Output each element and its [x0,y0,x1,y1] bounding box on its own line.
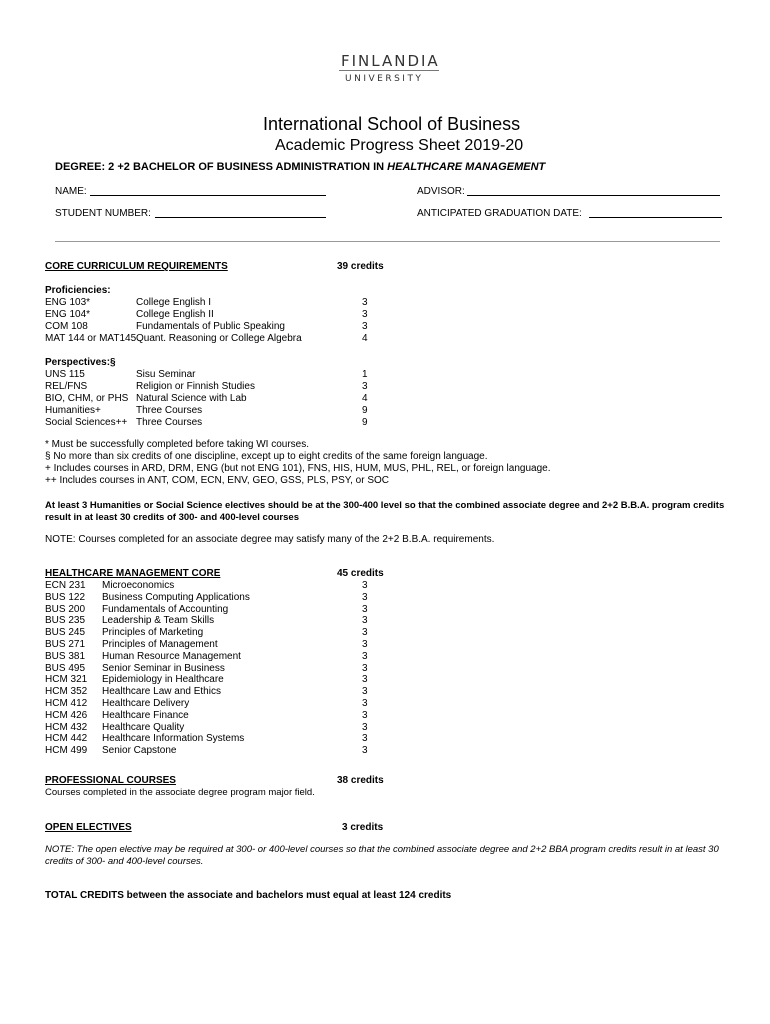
core-footnote: ++ Includes courses in ANT, COM, ECN, ENV, GEO, GSS, PLS, PSY, or SOC [45,475,390,486]
hcm-course-credits: 3 [362,639,368,650]
hcm-course-code: HCM 412 [45,698,88,709]
hcm-heading-row [45,568,383,580]
professional-credits: 38 credits [337,775,384,786]
perspective-course-credits: 1 [362,369,368,380]
hcm-course-title: Healthcare Quality [102,721,185,733]
advisor-label: ADVISOR: [417,186,465,197]
proficiency-course-credits: 3 [362,321,368,332]
advisor-blank-line[interactable] [467,195,720,196]
hcm-course-credits: 3 [362,745,368,757]
proficiency-course-credits: 4 [362,333,368,344]
degree-line [55,161,545,173]
perspective-course-credits: 3 [362,381,368,392]
hcm-course-code: HCM 426 [45,709,88,721]
logo-wordmark-bottom: UNIVERSITY [345,74,424,84]
hcm-course-title: Fundamentals of Accounting [102,603,229,615]
hcm-course-credits: 3 [362,721,368,733]
perspective-course-code: UNS 115 [45,369,85,380]
graduation-date-blank-line[interactable] [589,217,722,218]
associate-degree-note: NOTE: Courses completed for an associate degree may satisfy many of the 2+2 B.B.A. requirements. [45,534,495,545]
degree-emphasis: HEALTHCARE MANAGEMENT [387,161,546,173]
hcm-course-title: Healthcare Information Systems [102,733,245,745]
proficiency-course-title: College English I [136,297,212,308]
hcm-course-title: Senior Seminar in Business [102,662,225,674]
electives-note-2: credits of 300- and 400-level courses. [45,856,204,867]
hcm-course-title: Epidemiology in Healthcare [102,674,224,686]
student-number-label: STUDENT NUMBER: [55,208,151,219]
core-heading: CORE CURRICULUM REQUIREMENTS [45,261,228,272]
upper-level-note-1: At least 3 Humanities or Social Science electives should be at the 300-400 level so that the combined associate degree and 2+2 B.B.A. program credits [45,500,725,511]
perspective-course-credits: 9 [362,405,368,416]
hcm-course-credits: 3 [362,650,368,662]
hcm-course-title: Healthcare Law and Ethics [102,686,221,698]
core-footnote: * Must be successfully completed before taking WI courses. [45,439,310,450]
total-credits-statement: TOTAL CREDITS between the associate and bachelors must equal at least 124 credits [45,890,452,901]
electives-credits: 3 credits [342,822,384,833]
hcm-course-title: Healthcare Finance [102,709,189,721]
hcm-course-credits: 3 [362,591,368,603]
hcm-course-title: Business Computing Applications [102,591,250,603]
hcm-course-credits: 3 [362,603,368,615]
hcm-course-title: Leadership & Team Skills [102,615,215,627]
hcm-course-title: Principles of Marketing [102,627,204,639]
sheet-title: Academic Progress Sheet 2019-20 [275,137,524,154]
hcm-course-code: HCM 499 [45,745,88,757]
electives-heading-row [45,822,383,834]
proficiency-course-credits: 3 [362,297,368,308]
hcm-course-code: HCM 352 [45,686,88,698]
perspective-course-code: REL/FNS [45,381,88,392]
hcm-course-code: BUS 381 [45,650,86,662]
section-divider [55,241,720,242]
hcm-course-code: BUS 271 [45,639,86,650]
perspective-course-credits: 4 [362,393,368,404]
core-heading-row [45,261,383,273]
proficiency-course-title: Quant. Reasoning or College Algebra [136,333,302,344]
proficiency-course-title: Fundamentals of Public Speaking [136,321,285,332]
degree-prefix: DEGREE: 2 +2 BACHELOR OF BUSINESS ADMINISTRATION IN [55,161,388,173]
name-blank-line[interactable] [90,195,326,196]
proficiency-course-code: MAT 144 or MAT145 [45,333,137,344]
proficiency-course-code: COM 108 [45,321,88,332]
hcm-course-credits: 3 [362,627,368,639]
perspective-course-code: Humanities+ [45,405,101,416]
hcm-heading: HEALTHCARE MANAGEMENT CORE [45,568,221,579]
hcm-course-code: BUS 495 [45,662,86,674]
hcm-course-code: BUS 122 [45,591,86,603]
core-footnote: + Includes courses in ARD, DRM, ENG (but not ENG 101), FNS, HIS, HUM, MUS, PHL, REL, or foreign language. [45,463,551,474]
hcm-course-credits: 3 [362,709,368,721]
perspective-course-title: Three Courses [136,417,203,428]
perspectives-label: Perspectives:§ [45,357,116,368]
logo-divider [339,70,439,71]
professional-note: Courses completed in the associate degree program major field. [45,787,315,798]
perspective-course-title: Sisu Seminar [136,369,196,380]
hcm-course-title: Principles of Management [102,639,218,650]
proficiency-course-title: College English II [136,309,214,320]
proficiency-course-credits: 3 [362,309,368,320]
hcm-course-credits: 3 [362,733,368,745]
perspective-course-credits: 9 [362,417,368,428]
hcm-course-code: HCM 432 [45,721,88,733]
hcm-course-code: BUS 200 [45,603,86,615]
hcm-course-credits: 3 [362,698,368,709]
logo-wordmark-top: FINLANDIA [341,52,440,70]
hcm-course-credits: 3 [362,580,368,591]
student-number-blank-line[interactable] [155,217,326,218]
hcm-course-credits: 3 [362,686,368,698]
proficiency-course-code: ENG 104* [45,309,91,320]
hcm-course-code: HCM 321 [45,674,88,686]
hcm-course-code: HCM 442 [45,733,88,745]
school-title: International School of Business [263,114,521,134]
core-credits: 39 credits [337,261,384,272]
graduation-date-label: ANTICIPATED GRADUATION DATE: [417,208,582,219]
proficiency-course-code: ENG 103* [45,297,91,308]
perspective-course-title: Religion or Finnish Studies [136,381,255,392]
electives-note-1: NOTE: The open elective may be required at 300- or 400-level courses so that the combined associate degree and 2+2 BBA program credits result in at least 30 [45,844,719,855]
hcm-course-title: Healthcare Delivery [102,698,190,709]
proficiencies-label: Proficiencies: [45,285,111,296]
hcm-course-credits: 3 [362,615,368,627]
perspective-course-title: Natural Science with Lab [136,393,247,404]
electives-heading: OPEN ELECTIVES [45,822,132,833]
hcm-course-code: ECN 231 [45,580,86,591]
hcm-course-credits: 3 [362,662,368,674]
hcm-course-title: Senior Capstone [102,745,177,757]
hcm-course-code: BUS 245 [45,627,86,639]
name-label: NAME: [55,186,87,197]
hcm-credits: 45 credits [337,568,384,579]
perspective-course-code: Social Sciences++ [45,417,128,428]
core-footnote: § No more than six credits of one discipline, except up to eight credits of the same foreign language. [45,451,488,462]
professional-heading: PROFESSIONAL COURSES [45,775,176,786]
hcm-course-title: Microeconomics [102,580,175,591]
hcm-course-title: Human Resource Management [102,650,241,662]
upper-level-note-2: result in at least 30 credits of 300- and 400-level courses [45,512,299,523]
hcm-course-credits: 3 [362,674,368,686]
professional-heading-row [45,775,383,787]
hcm-course-code: BUS 235 [45,615,86,627]
perspective-course-code: BIO, CHM, or PHS [45,393,129,404]
perspective-course-title: Three Courses [136,405,203,416]
